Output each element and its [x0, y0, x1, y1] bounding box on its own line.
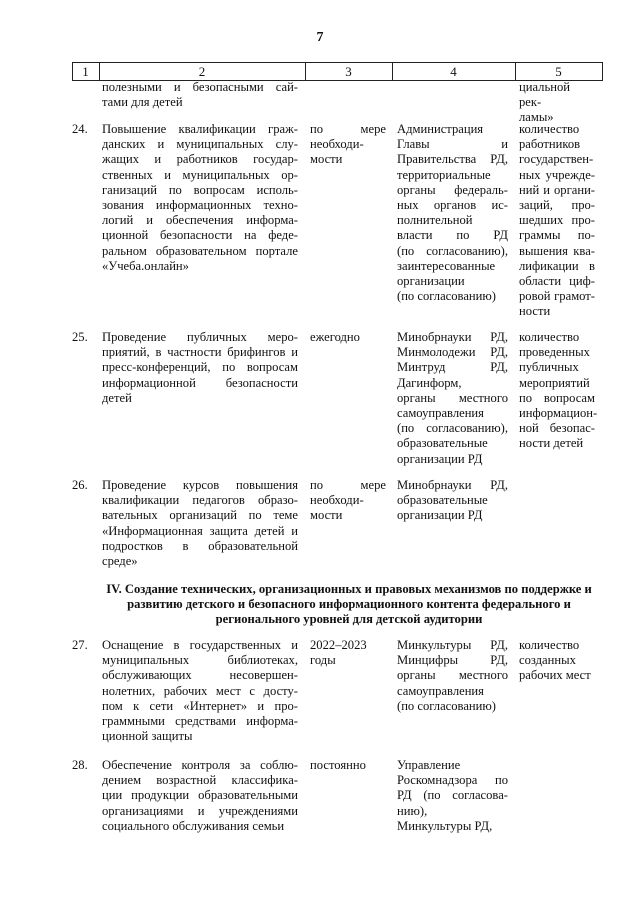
row-measure-line: данских и муниципальных слу-	[102, 137, 298, 152]
row-deadline	[310, 758, 386, 773]
row-measure-line: Повышение квалификации граж-	[102, 122, 298, 136]
header-top-rule	[72, 62, 602, 63]
row-responsible-line: ных органов ис-	[397, 198, 508, 213]
row-measure	[102, 330, 298, 406]
row-deadline-line: постоянно	[310, 758, 366, 772]
row-measure-line: обслуживающих несовершен-	[102, 668, 298, 683]
row-measure	[102, 478, 298, 569]
row-responsible-line: Минкультуры РД,	[397, 638, 508, 652]
row-responsible-line: Дагинформ,	[397, 375, 462, 390]
row-deadline	[310, 330, 386, 345]
row-indicator	[519, 122, 595, 320]
row-responsible-line: организации	[397, 274, 465, 289]
row-indicator-line: вышения ква-	[519, 243, 595, 258]
row-measure-line: детей	[102, 390, 132, 405]
row-responsible-line: органы федераль-	[397, 182, 508, 197]
row-measure-line: ганизаций по вопросам исполь-	[102, 182, 298, 197]
section-heading	[96, 582, 602, 628]
row-responsible-line: Главы и	[397, 137, 508, 152]
row-measure-line: жащих и работников государ-	[102, 152, 298, 167]
row-deadline-line: необходи-	[310, 493, 364, 508]
row-deadline-line: по мере	[310, 478, 386, 492]
continued-description-line: тами для детей	[102, 95, 183, 110]
row-indicator-line: лификации в	[519, 258, 595, 273]
row-responsible-line: Минцифры РД,	[397, 653, 508, 668]
header-divider	[602, 62, 603, 81]
header-col-3: 3	[345, 64, 352, 79]
section-heading-line: развитию детского и безопасного информационного контента федерального и	[127, 597, 571, 612]
row-responsible-line: заинтересованные	[397, 258, 496, 273]
row-responsible-line: Минобрнауки РД,	[397, 330, 508, 344]
header-col-5: 5	[555, 64, 562, 79]
row-responsible-line: образовательные	[397, 493, 488, 508]
row-measure-line: «Учеба.онлайн»	[102, 258, 189, 273]
row-deadline	[310, 638, 386, 668]
row-responsible-line: организации РД	[397, 508, 483, 523]
row-indicator	[519, 638, 595, 684]
row-responsible-line: власти по РД	[397, 228, 508, 243]
row-indicator-line: информацион-	[519, 406, 598, 421]
row-responsible-line: Правительства РД,	[397, 152, 508, 167]
row-responsible-line: Минкультуры РД,	[397, 818, 493, 833]
row-indicator-line: области циф-	[519, 274, 595, 289]
section-heading-line: IV. Создание технических, организационных и правовых механизмов по поддержке и	[106, 582, 592, 596]
row-measure-line: пресс-конференций, по вопросам	[102, 360, 298, 375]
row-measure-line: дением возрастной классифика-	[102, 773, 298, 788]
row-responsible-line: органы местного	[397, 668, 508, 683]
row-measure	[102, 758, 298, 834]
row-responsible	[397, 330, 508, 467]
row-number: 27.	[72, 638, 88, 652]
row-responsible-line: самоуправления	[397, 406, 484, 421]
row-indicator-line: количество	[519, 330, 580, 344]
row-measure-line: среде»	[102, 554, 138, 569]
row-measure-line: вательных организаций по теме	[102, 508, 298, 523]
row-indicator-line: количество	[519, 122, 580, 136]
row-indicator-line: ной безопас-	[519, 421, 595, 436]
row-measure-line: нолетних, рабочих мест с досту-	[102, 683, 298, 698]
row-responsible-line: полнительной	[397, 213, 473, 228]
row-measure-line: ционной защиты	[102, 729, 193, 744]
row-deadline-line: по мере	[310, 122, 386, 136]
row-measure-line: зования информационных техно-	[102, 198, 298, 213]
section-heading-line: регионального уровней для детской аудитории	[215, 612, 483, 627]
row-responsible-line: (по согласованию)	[397, 289, 497, 304]
row-measure-line: подростков в образовательной	[102, 538, 298, 553]
row-measure-line: организациями и учреждениями	[102, 803, 298, 818]
row-responsible-line: территориальные	[397, 167, 491, 182]
row-responsible-line: Минтруд РД,	[397, 360, 508, 375]
row-responsible-line: самоуправления	[397, 683, 484, 698]
row-deadline-line: годы	[310, 653, 336, 668]
row-deadline-line: 2022–2023	[310, 638, 367, 652]
row-indicator-line: заций, про-	[519, 198, 595, 213]
row-indicator-line: ности детей	[519, 436, 584, 451]
row-measure-line: логий и обеспечения информа-	[102, 213, 298, 228]
row-responsible-line: органы местного	[397, 390, 508, 405]
row-number: 24.	[72, 122, 88, 136]
row-indicator-line: ний и органи-	[519, 182, 595, 197]
row-indicator-line: рабочих мест	[519, 668, 591, 683]
row-measure-line: ционной безопасности на феде-	[102, 228, 298, 243]
row-indicator	[519, 330, 598, 452]
row-responsible-line: (по согласованию),	[397, 421, 508, 436]
row-responsible-line: (по согласованию)	[397, 698, 497, 713]
row-responsible-line: Управление	[397, 758, 461, 772]
row-measure-line: приятий, в частности брифингов и	[102, 345, 298, 360]
row-indicator-line: шедших про-	[519, 213, 595, 228]
row-responsible-line: организации РД	[397, 451, 483, 466]
row-indicator-line: проведенных	[519, 345, 590, 360]
header-col-2: 2	[198, 64, 206, 79]
row-indicator-line: государствен-	[519, 152, 594, 167]
row-indicator-line: ности	[519, 304, 551, 319]
row-responsible-line: Администрация	[397, 122, 484, 136]
row-responsible-line: нию),	[397, 803, 428, 818]
row-indicator-line: ровой грамот-	[519, 289, 595, 304]
row-deadline-line: мости	[310, 152, 343, 167]
row-measure-line: «Информационная защита детей и	[102, 523, 298, 538]
row-number: 26.	[72, 478, 88, 492]
row-indicator-line: граммы по-	[519, 228, 595, 243]
row-responsible-line: (по согласованию),	[397, 243, 508, 258]
continued-indicator-line: циальной рек-	[519, 80, 570, 110]
row-responsible	[397, 758, 508, 834]
row-deadline	[310, 122, 386, 168]
header-col-1: 1	[82, 64, 89, 79]
row-indicator-line: созданных	[519, 653, 576, 668]
continued-indicator-line: ламы»	[519, 110, 554, 125]
row-responsible	[397, 122, 508, 304]
row-number: 28.	[72, 758, 88, 772]
row-indicator-line: мероприятий	[519, 375, 590, 390]
row-responsible-line: Минобрнауки РД,	[397, 478, 508, 492]
row-deadline-line: ежегодно	[310, 330, 360, 344]
row-measure-line: Оснащение в государственных и	[102, 638, 298, 652]
continued-indicator	[519, 80, 595, 126]
row-responsible	[397, 638, 508, 714]
row-measure-line: Проведение публичных меро-	[102, 330, 298, 344]
row-number: 25.	[72, 330, 88, 344]
row-measure-line: ственных и муниципальных ор-	[102, 167, 298, 182]
row-measure-line: граммными средствами информа-	[102, 714, 298, 729]
row-deadline	[310, 478, 386, 524]
row-deadline-line: мости	[310, 508, 343, 523]
row-measure-line: Проведение курсов повышения	[102, 478, 298, 492]
row-responsible-line: образовательные	[397, 436, 488, 451]
continued-description	[102, 80, 298, 110]
row-measure-line: квалификации педагогов образо-	[102, 493, 298, 508]
row-measure-line: социального обслуживания семьи	[102, 818, 285, 833]
page-number: 7	[316, 30, 324, 45]
row-responsible-line: Минмолодежи РД,	[397, 345, 508, 360]
continued-description-line: полезными и безопасными сай-	[102, 80, 298, 94]
row-measure-line: пом к сети «Интернет» и про-	[102, 698, 298, 713]
row-responsible-line: Роскомнадзора по	[397, 773, 508, 788]
row-measure-line: ральном образовательном портале	[102, 243, 298, 258]
row-indicator-line: по вопросам	[519, 390, 595, 405]
row-measure-line: муниципальных библиотеках,	[102, 653, 298, 668]
row-indicator-line: ных учрежде-	[519, 167, 595, 182]
row-responsible-line: РД (по согласова-	[397, 788, 508, 803]
row-responsible	[397, 478, 508, 524]
row-measure-line: Обеспечение контроля за соблю-	[102, 758, 298, 772]
row-indicator-line: публичных	[519, 360, 579, 375]
row-measure-line: ции продукции образовательными	[102, 788, 298, 803]
header-col-4: 4	[450, 64, 457, 79]
row-indicator-line: количество	[519, 638, 580, 652]
row-deadline-line: необходи-	[310, 137, 364, 152]
row-measure	[102, 638, 298, 744]
row-measure	[102, 122, 298, 274]
row-measure-line: информационной безопасности	[102, 375, 298, 390]
row-indicator-line: работников	[519, 137, 581, 152]
